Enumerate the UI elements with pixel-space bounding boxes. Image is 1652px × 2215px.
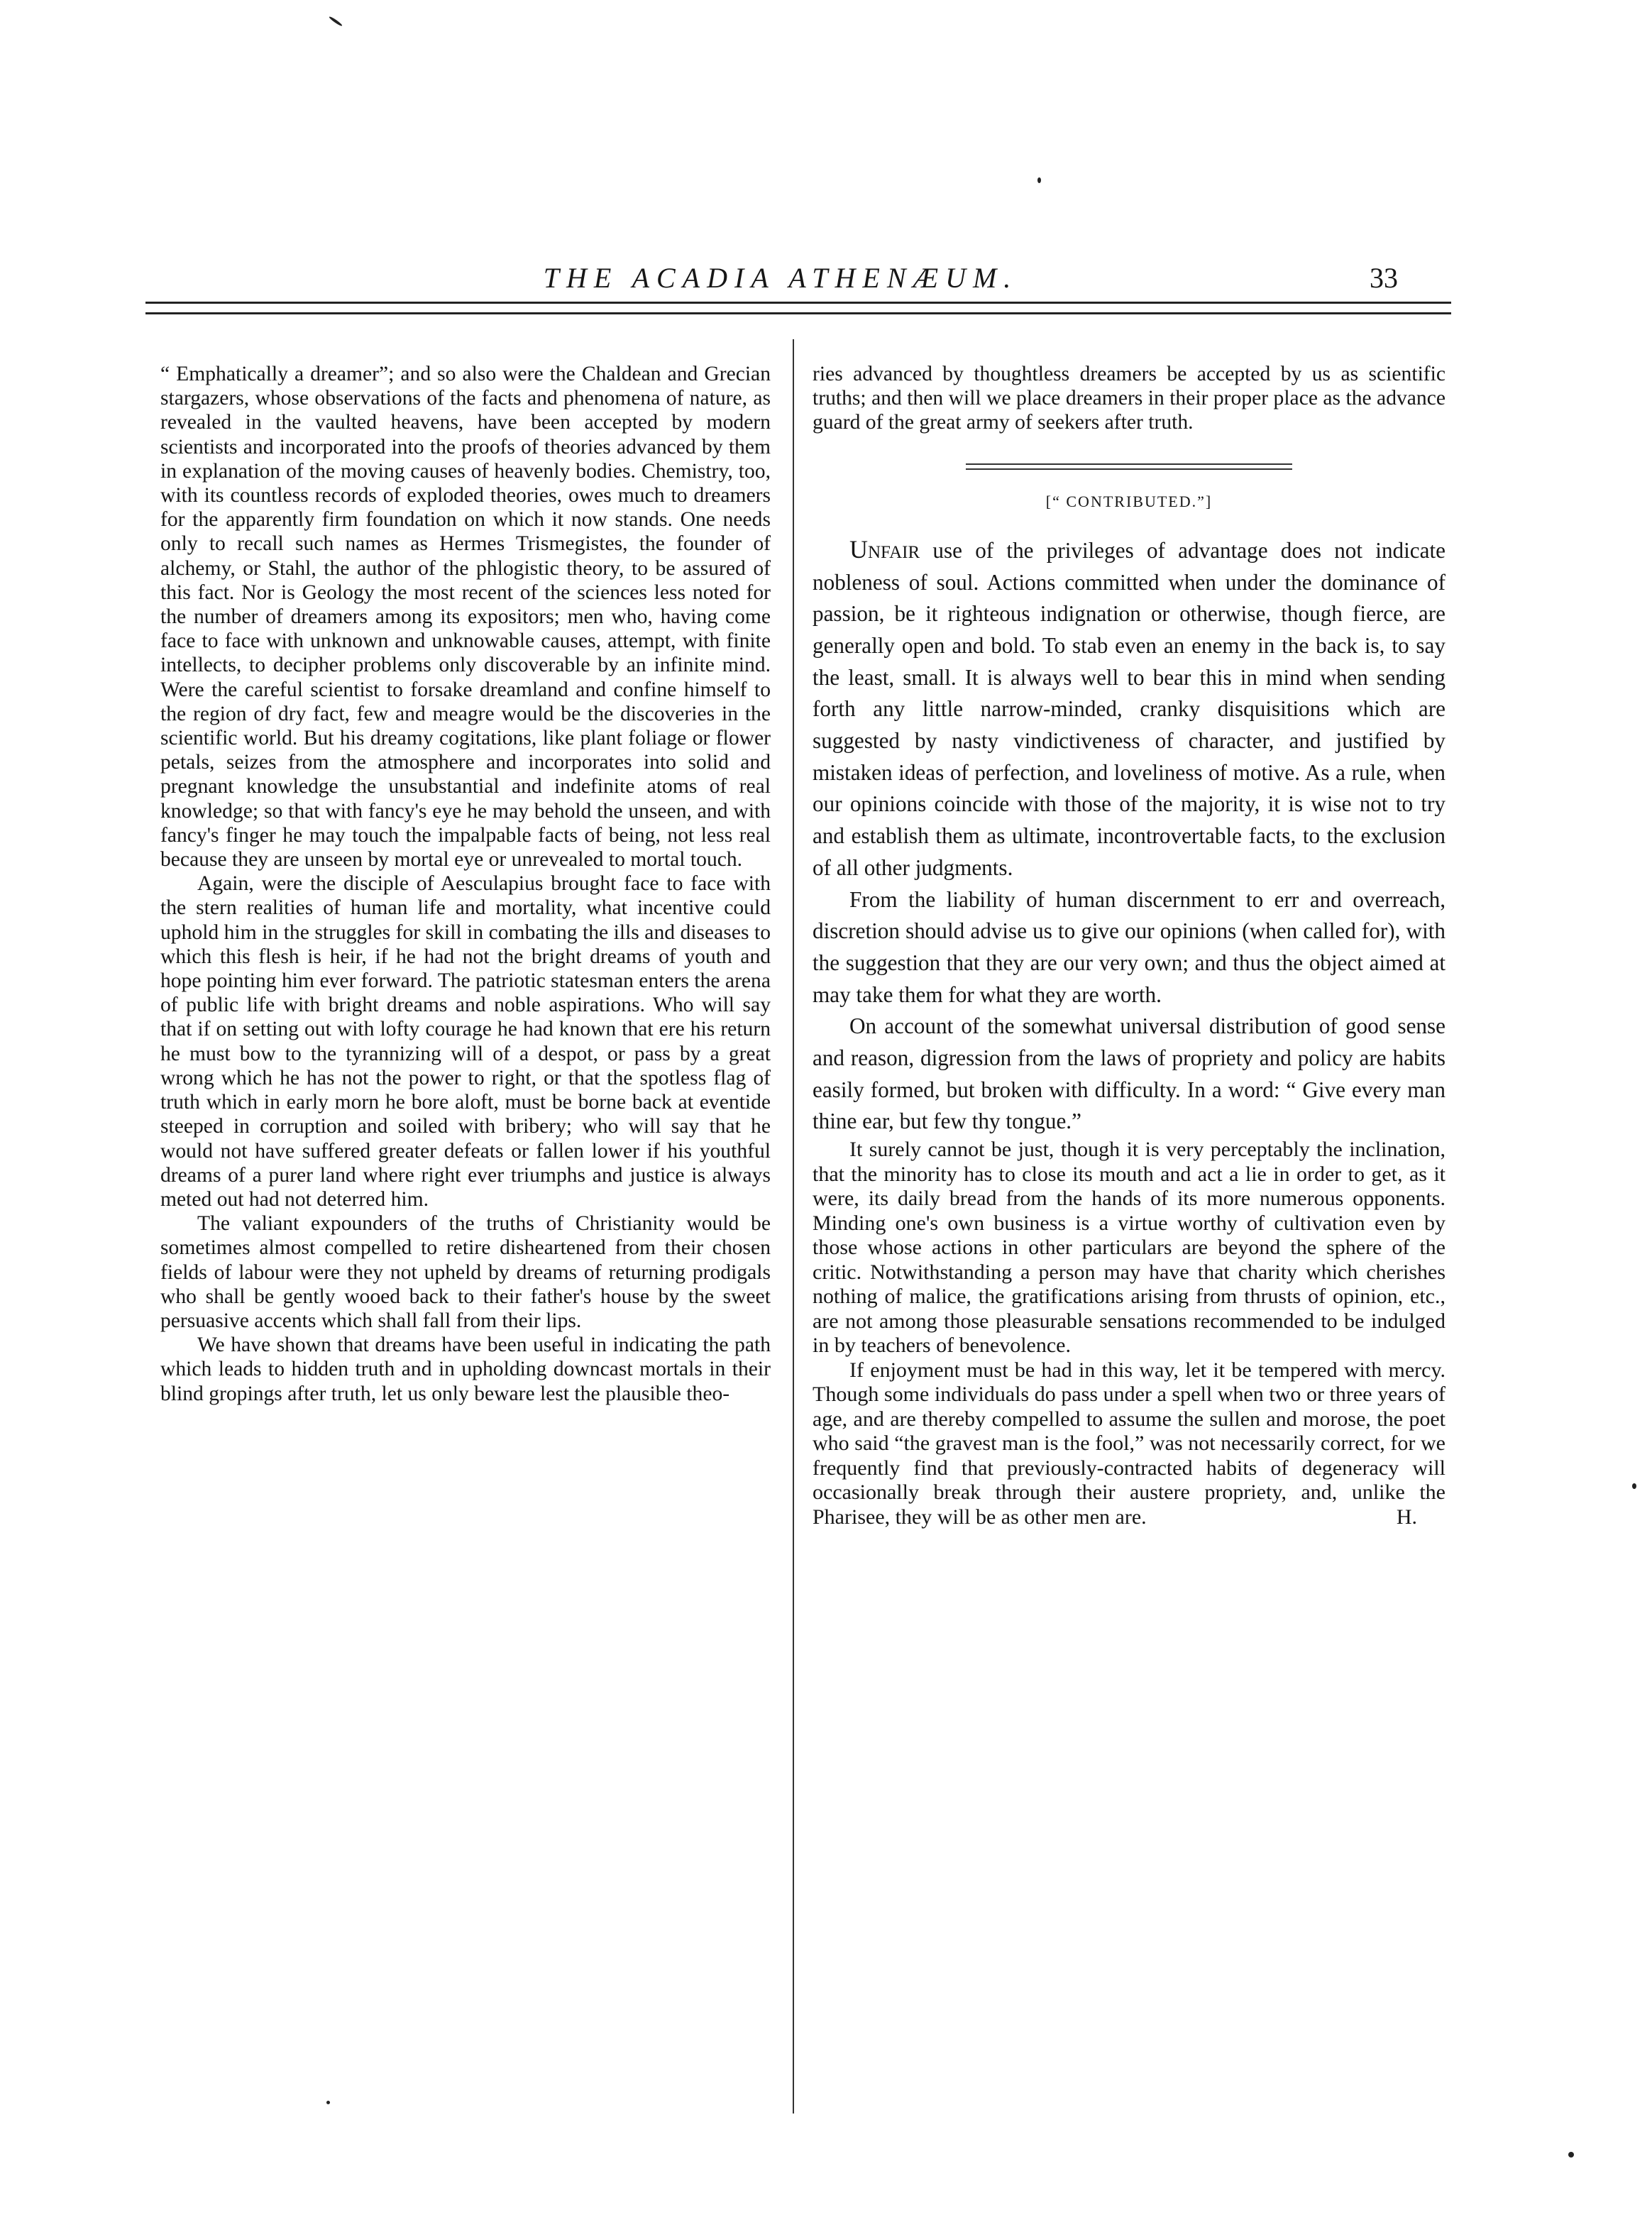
left-paragraph: The valiant expounders of the truths of Christianity would be sometimes almost compelled to retire disheartened from their chosen fields of labour were they not upheld by dreams of returning prodigals who shall be gently wooed back to their father's house by the sweet persuasive accents which shall fall from their lips. xyxy=(160,1212,771,1332)
scan-speck xyxy=(1632,1483,1636,1489)
article-paragraph: From the liability of human discernment to err and overreach, discretion should advise us to give our opinions (when called for), with the suggestion that they are our very own; and thus the object aimed at may take them for what they are worth. xyxy=(813,886,1446,1007)
left-column xyxy=(160,362,771,1406)
article-paragraph-text: use of the privileges of advantage does not indicate nobleness of soul. Actions committed when under the dominance of passion, be it righteous indignation or otherwise, though fierce, are generally open and bold. To stab even an enemy in the back is, to say the least, small. It is always well to bear this in mind when sending forth any little narrow-minded, cranky disquisitions which are suggested by nasty vindictiveness of character, and justified by mistaken ideas of perfection, and loveliness of motive. As a rule, when our opinions coincide with those of the majority, it is wise not to try and establish them as ultimate, incontrovertable facts, to the exclusion of all other judgments. xyxy=(813,537,1446,880)
contributed-label: [“ CONTRIBUTED.”] xyxy=(1045,492,1213,510)
article-paragraph: It surely cannot be just, though it is very perceptably the inclination, that the minority has to close its mouth and act a lie in order to get, as it were, its daily bread from the hands of its more numerous opponents. Minding one's own business is a virtue worthy of cultivation even by those whose actions in other particulars are beyond the sphere of the critic. Notwithstanding a person may have that charity which cherishes nothing of malice, the gratifications arising from thrusts of opinion, etc., are not among those pleasurable sensations recommended to be indulged in by teachers of benevolence. xyxy=(813,1138,1446,1358)
scan-speck xyxy=(326,2101,330,2104)
scan-speck xyxy=(1568,2152,1574,2158)
right-column xyxy=(813,362,1446,1530)
scan-speck xyxy=(329,16,343,27)
article-paragraph: If enjoyment must be had in this way, let it be tempered with mercy. Though some individuals do pass under a spell when two or three years of age, and are thereby compelled to assume the sullen and morose, the poet who said “the gravest man is the fool,” was not necessarily correct, for we frequently find that previously-contracted habits of degeneracy will occasionally break through their austere propriety, and, unlike the Pharisee, they will be as other men are. xyxy=(813,1358,1446,1529)
article-paragraph: On account of the somewhat universal distribution of good sense and reason, digression from the laws of propriety and policy are habits easily formed, but broken with difficulty. In a word: “ Give every man thine ear, but few thy tongue.” xyxy=(813,1013,1446,1134)
page-number: 33 xyxy=(1370,262,1398,294)
left-paragraph: Again, were the disciple of Aesculapius brought face to face with the stern realities of human life and mortality, what incentive could uphold him in the struggles for skill in combating the ills and diseases to which this flesh is heir, if he had not the bright dreams of youth and hope pointing him ever forward. The patriotic statesman enters the arena of public life with bright dreams and noble aspirations. Who will say that if on setting out with lofty courage he had known that ere his return he must bow to the tyrannizing will of a despot, or pass by a great wrong which he has not the power to right, or that the spotless flag of truth which in early morn he bore aloft, must be borne back at eventide steeped in corruption and soiled with bribery; who will say that he would not have suffered greater defeats or fallen lower if his youthful dreams of a purer land where right ever triumphs and justice is always meted out had not deterred him. xyxy=(160,872,771,1211)
header-rule xyxy=(145,302,1451,304)
running-header-title: THE ACADIA ATHENÆUM. xyxy=(543,262,1018,294)
article-body-upper xyxy=(813,534,1446,1138)
article-body-lower xyxy=(813,1138,1446,1530)
right-continuation-paragraph: ries advanced by thoughtless dreamers be accepted by us as scientific truths; and then will we place dreamers in their proper place as the advance guard of the great army of seekers after truth. xyxy=(813,363,1446,434)
section-divider-ornament xyxy=(966,463,1292,470)
author-signature: H. xyxy=(1396,1505,1417,1529)
left-paragraph: “ Emphatically a dreamer”; and so also were the Chaldean and Grecian stargazers, whose observations of the facts and phenomena of nature, as revealed in the vaulted heavens, have been accepted by modern scientists and incorporated into the proofs of theories advanced by them in explanation of the moving causes of heavenly bodies. Chemistry, too, with its countless records of exploded theories, owes much to dreamers for the apparently firm foundation on which it now stands. One needs only to recall such names as Hermes Trismegistes, the founder of alchemy, or Stahl, the author of the phlogistic theory, to be assured of this fact. Nor is Geology the most recent of the sciences less noted for the number of dreamers among its expositors; men who, having come face to face with unknown and unknowable causes, attempt, with finite intellects, to decipher problems only discoverable by an infinite mind. Were the careful scientist to forsake dreamland and confine himself to the region of dry fact, few and meagre would be the discoveries in the scientific world. But his dreamy cogitations, like plant foliage or flower petals, seizes from the atmosphere and incorporates into solid and pregnant knowledge the unsubstantial and indefinite atoms of real knowledge; so that with fancy's eye he may behold the unseen, and with fancy's finger he may touch the impalpable facts of being, not less real because they are unseen by mortal eye or unrevealed to mortal touch. xyxy=(160,363,771,872)
column-divider xyxy=(793,339,794,2114)
header-rule-secondary xyxy=(145,312,1451,314)
left-paragraph: We have shown that dreams have been useful in indicating the path which leads to hidden truth and in upholding downcast mortals in their blind gropings after truth, let us only beware lest the plausible theo- xyxy=(160,1334,771,1405)
scan-speck xyxy=(1037,177,1041,183)
dropcap-word: Unfair xyxy=(849,534,920,564)
article-paragraph xyxy=(813,534,1446,884)
